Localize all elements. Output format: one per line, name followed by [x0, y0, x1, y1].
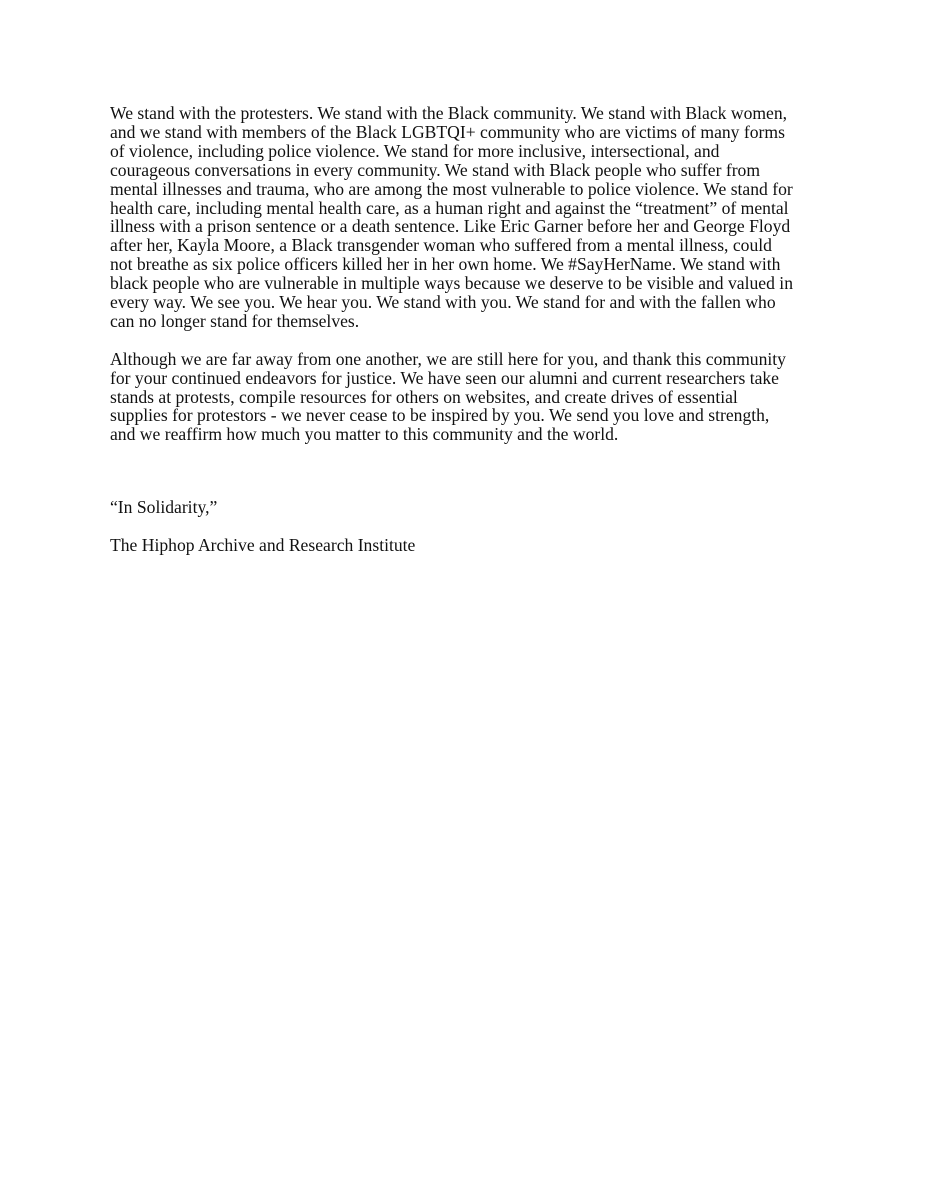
paragraph-line: black people who are vulnerable in multiple ways because we deserve to be visible and valued in: [110, 273, 793, 294]
paragraph-line: can no longer stand for themselves.: [110, 310, 360, 331]
paragraph-line: health care, including mental health care, as a human right and against the “treatment” of mental: [110, 197, 789, 218]
paragraph-line: illness with a prison sentence or a death sentence. Like Eric Garner before her and George Floyd: [110, 216, 791, 237]
closing-line: “In Solidarity,”: [110, 497, 218, 518]
letter-body: [110, 104, 830, 555]
paragraph-spacer: [110, 331, 830, 350]
paragraph-line: after her, Kayla Moore, a Black transgender woman who suffered from a mental illness, could: [110, 235, 772, 256]
paragraph-line: mental illnesses and trauma, who are among the most vulnerable to police violence. We stand for: [110, 178, 793, 199]
paragraph-line: for your continued endeavors for justice. We have seen our alumni and current researchers take: [110, 367, 779, 388]
signature-line: The Hiphop Archive and Research Institute: [110, 535, 416, 556]
paragraph-line: courageous conversations in every community. We stand with Black people who suffer from: [110, 159, 761, 180]
paragraph-line: and we reaffirm how much you matter to this community and the world.: [110, 424, 619, 445]
paragraph-line: not breathe as six police officers killed her in her own home. We #SayHerName. We stand with: [110, 254, 781, 275]
paragraph-line: Although we are far away from one another, we are still here for you, and thank this community: [110, 348, 786, 369]
paragraph-solidarity: [110, 104, 830, 331]
paragraph-line: stands at protests, compile resources for others on websites, and create drives of essential: [110, 386, 738, 407]
paragraph-line: every way. We see you. We hear you. We stand with you. We stand for and with the fallen who: [110, 292, 776, 313]
paragraph-line: of violence, including police violence. We stand for more inclusive, intersectional, and: [110, 140, 720, 161]
closing-spacer: [110, 444, 830, 498]
paragraph-gratitude: [110, 350, 830, 445]
signature-spacer: [110, 517, 830, 536]
paragraph-line: and we stand with members of the Black LGBTQI+ community who are victims of many forms: [110, 121, 785, 142]
paragraph-line: We stand with the protesters. We stand with the Black community. We stand with Black women,: [110, 103, 788, 123]
paragraph-line: supplies for protestors - we never cease to be inspired by you. We send you love and strength,: [110, 405, 770, 426]
